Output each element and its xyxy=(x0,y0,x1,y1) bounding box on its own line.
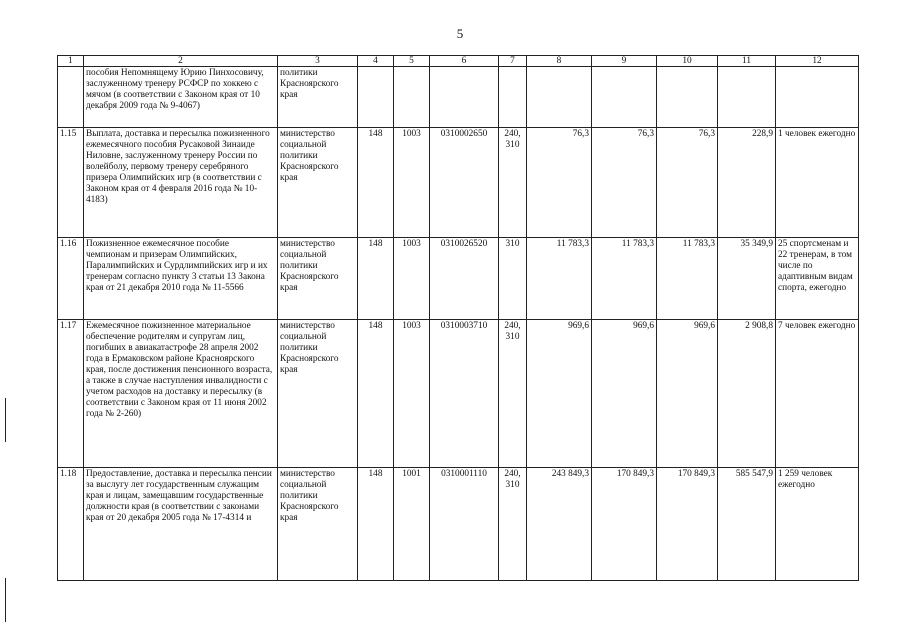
executor-cell: министерство социальной политики Красноярского края xyxy=(278,238,358,320)
code-cell: 310 xyxy=(499,238,527,320)
header-cell: 7 xyxy=(499,56,527,67)
row-number-cell xyxy=(58,67,84,128)
budget-table xyxy=(57,55,859,581)
amount-cell: 969,6 xyxy=(592,320,657,468)
code-cell: 148 xyxy=(358,320,394,468)
code-cell: 0310003710 xyxy=(430,320,499,468)
amount-cell: 11 783,3 xyxy=(657,238,718,320)
code-cell: 1003 xyxy=(394,128,430,238)
code-cell: 0310001110 xyxy=(430,468,499,581)
description-cell: Ежемесячное пожизненное материальное обеспечение родителям и супругам лиц, погибших в авиакатастрофе 28 апреля 2002 года в Ермаковском районе Красноярского края, после достижения пенсионного возраста, а также в случае наступления инвалидности с учетом расходов на доставку и пересылку (в соответствии с Законом края от 11 июня 2002 года № 2-260) xyxy=(84,320,278,468)
description-cell: Предоставление, доставка и пересылка пенсии за выслугу лет государственным служащим края и лицам, замещавшим государственные должности края (в соответствии с законами края от 20 декабря 2005 года № 17-4314 и xyxy=(84,468,278,581)
code-cell xyxy=(358,67,394,128)
amount-cell: 35 349,9 xyxy=(718,238,776,320)
code-cell xyxy=(430,67,499,128)
amount-cell: 170 849,3 xyxy=(657,468,718,581)
header-cell: 1 xyxy=(58,56,84,67)
code-cell: 148 xyxy=(358,128,394,238)
code-cell: 1003 xyxy=(394,320,430,468)
table-row xyxy=(58,128,859,238)
header-cell: 4 xyxy=(358,56,394,67)
code-cell xyxy=(394,67,430,128)
code-cell: 0310002650 xyxy=(430,128,499,238)
amount-cell: 76,3 xyxy=(657,128,718,238)
amount-cell: 243 849,3 xyxy=(527,468,592,581)
amount-cell: 228,9 xyxy=(718,128,776,238)
table-row-continued xyxy=(58,67,859,128)
code-cell: 148 xyxy=(358,468,394,581)
row-number-cell: 1.16 xyxy=(58,238,84,320)
executor-cell: министерство социальной политики Красноярского края xyxy=(278,320,358,468)
column-number-row xyxy=(58,56,859,67)
row-number-cell: 1.17 xyxy=(58,320,84,468)
header-cell: 11 xyxy=(718,56,776,67)
code-cell xyxy=(499,67,527,128)
code-cell: 240, 310 xyxy=(499,468,527,581)
result-cell xyxy=(776,67,859,128)
left-margin-line xyxy=(5,398,6,442)
header-cell: 9 xyxy=(592,56,657,67)
header-cell: 2 xyxy=(84,56,278,67)
amount-cell: 11 783,3 xyxy=(592,238,657,320)
header-cell: 8 xyxy=(527,56,592,67)
code-cell: 0310026520 xyxy=(430,238,499,320)
amount-cell: 170 849,3 xyxy=(592,468,657,581)
executor-cell: политики Красноярского края xyxy=(278,67,358,128)
description-cell: пособия Непомнящему Юрию Пинхосовичу, заслуженному тренеру РСФСР по хоккею с мячом (в соответствии с Законом края от 10 декабря 2009 года № 9-4067) xyxy=(84,67,278,128)
amount-cell: 11 783,3 xyxy=(527,238,592,320)
row-number-cell: 1.15 xyxy=(58,128,84,238)
result-cell: 7 человек ежегодно xyxy=(776,320,859,468)
amount-cell: 2 908,8 xyxy=(718,320,776,468)
executor-cell: министерство социальной политики Красноярского края xyxy=(278,468,358,581)
header-cell: 12 xyxy=(776,56,859,67)
amount-cell xyxy=(718,67,776,128)
code-cell: 148 xyxy=(358,238,394,320)
amount-cell: 76,3 xyxy=(592,128,657,238)
header-cell: 6 xyxy=(430,56,499,67)
table-row xyxy=(58,238,859,320)
table-row xyxy=(58,320,859,468)
table-row xyxy=(58,468,859,581)
amount-cell: 969,6 xyxy=(657,320,718,468)
amount-cell: 969,6 xyxy=(527,320,592,468)
description-cell: Пожизненное ежемесячное пособие чемпионам и призерам Олимпийских, Паралимпийских и Сурдлимпийских игр и их тренерам согласно пункту 3 статьи 13 Закона края от 21 декабря 2010 года № 11-5566 xyxy=(84,238,278,320)
amount-cell: 585 547,9 xyxy=(718,468,776,581)
executor-cell: министерство социальной политики Красноярского края xyxy=(278,128,358,238)
code-cell: 240, 310 xyxy=(499,320,527,468)
left-margin-line xyxy=(5,578,6,622)
amount-cell xyxy=(657,67,718,128)
result-cell: 1 человек ежегодно xyxy=(776,128,859,238)
result-cell: 25 спортсменам и 22 тренерам, в том числе по адаптивным видам спорта, ежегодно xyxy=(776,238,859,320)
code-cell: 1003 xyxy=(394,238,430,320)
amount-cell: 76,3 xyxy=(527,128,592,238)
code-cell: 240, 310 xyxy=(499,128,527,238)
code-cell: 1001 xyxy=(394,468,430,581)
header-cell: 5 xyxy=(394,56,430,67)
header-cell: 3 xyxy=(278,56,358,67)
result-cell: 1 259 человек ежегодно xyxy=(776,468,859,581)
description-cell: Выплата, доставка и пересылка пожизненного ежемесячного пособия Русаковой Зинаиде Ниловне, заслуженному тренеру России по волейболу, первому тренеру серебряного призера Олимпийских игр (в соответствии с Законом края от 4 февраля 2016 года № 10-4183) xyxy=(84,128,278,238)
amount-cell xyxy=(527,67,592,128)
row-number-cell: 1.18 xyxy=(58,468,84,581)
page-number: 5 xyxy=(456,26,464,41)
amount-cell xyxy=(592,67,657,128)
header-cell: 10 xyxy=(657,56,718,67)
